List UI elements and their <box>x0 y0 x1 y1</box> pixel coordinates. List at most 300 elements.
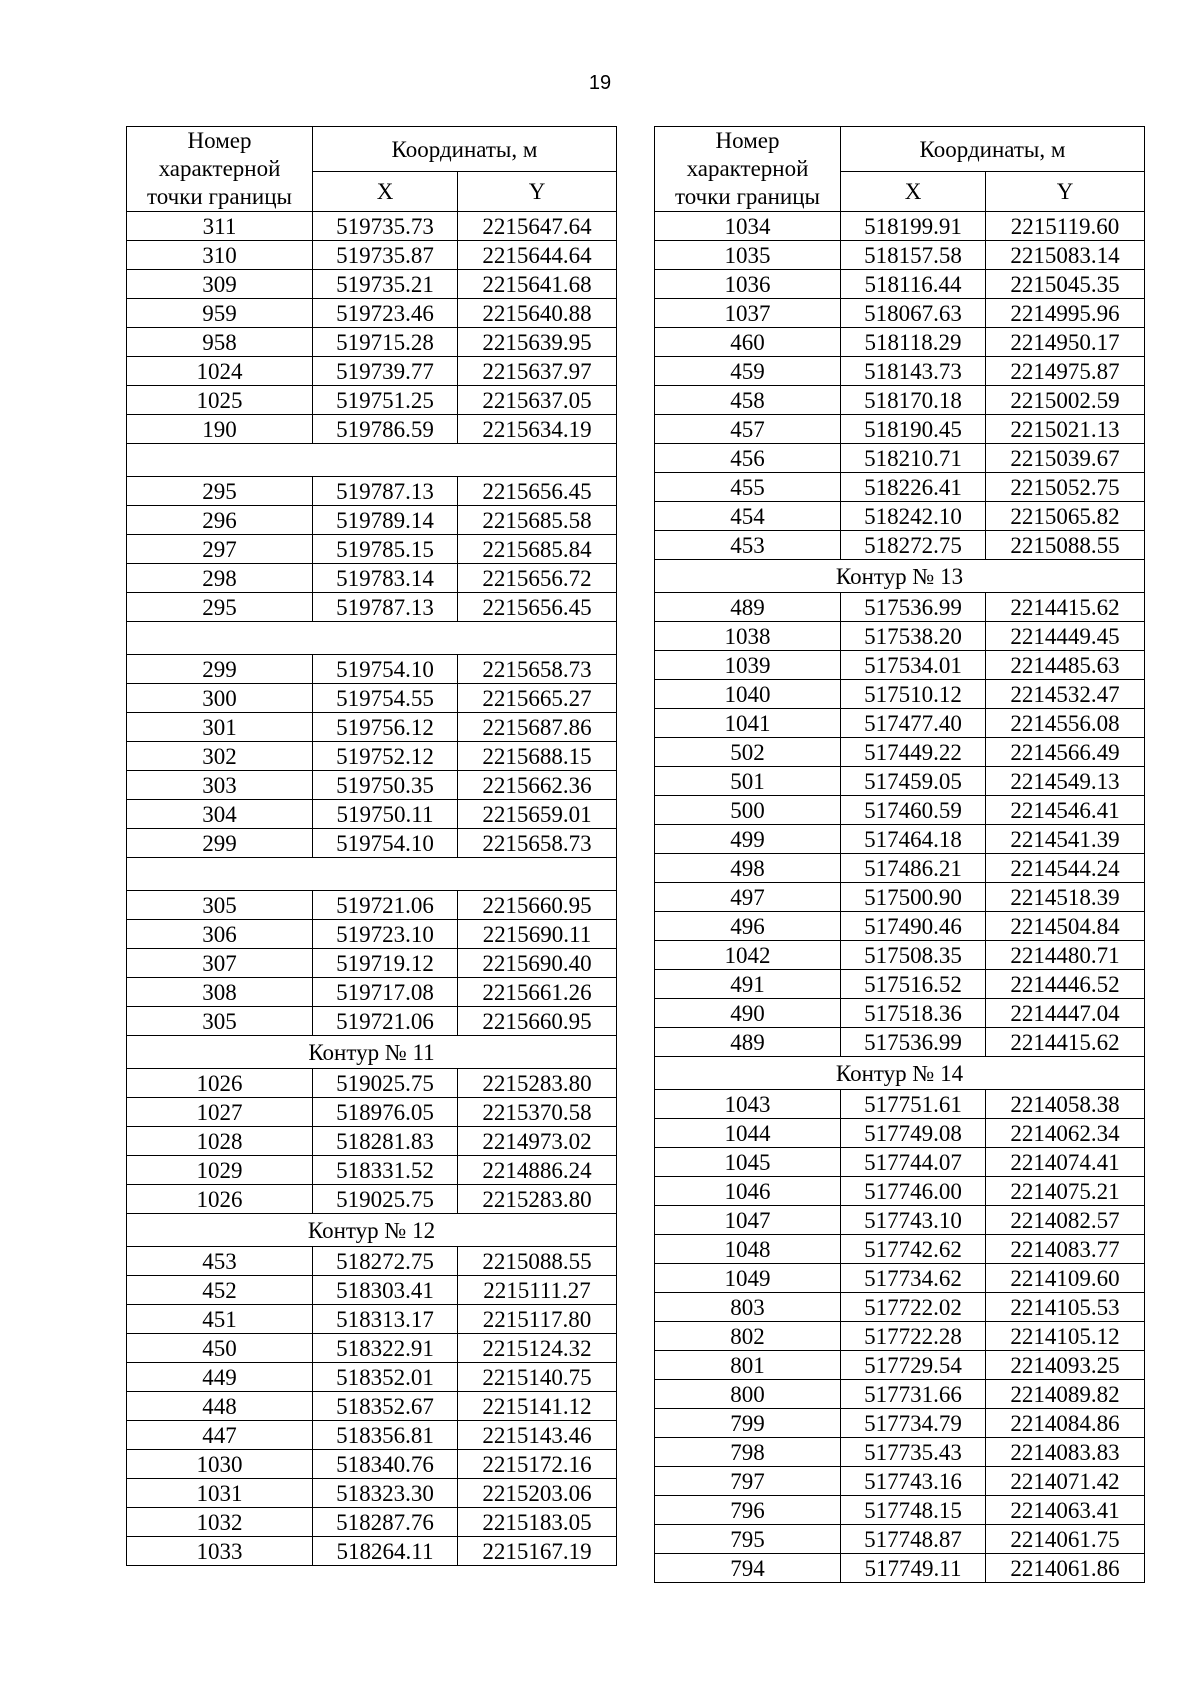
table-row <box>127 593 617 622</box>
y-coordinate-cell: 2215088.55 <box>458 1247 617 1276</box>
x-coordinate-cell: 519735.87 <box>313 241 458 270</box>
y-coordinate-cell: 2215283.80 <box>458 1185 617 1214</box>
point-number-cell: 1035 <box>655 241 841 270</box>
table-row <box>127 415 617 444</box>
y-coordinate-cell: 2214415.62 <box>986 593 1145 622</box>
x-coordinate-cell: 517751.61 <box>841 1090 986 1119</box>
y-coordinate-cell: 2215088.55 <box>986 531 1145 560</box>
x-coordinate-cell: 517518.36 <box>841 999 986 1028</box>
contour-label: Контур № 12 <box>127 1214 617 1247</box>
table-row <box>655 1264 1145 1293</box>
point-number-cell: 449 <box>127 1363 313 1392</box>
contour-label: Контур № 13 <box>655 560 1145 593</box>
y-coordinate-cell: 2214415.62 <box>986 1028 1145 1057</box>
point-number-header-line: Номер <box>187 128 252 153</box>
y-coordinate-cell: 2215634.19 <box>458 415 617 444</box>
table-row <box>127 1508 617 1537</box>
point-number-cell: 489 <box>655 593 841 622</box>
x-coordinate-cell: 518116.44 <box>841 270 986 299</box>
point-number-cell: 457 <box>655 415 841 444</box>
x-coordinate-cell: 519751.25 <box>313 386 458 415</box>
x-coordinate-cell: 518287.76 <box>313 1508 458 1537</box>
y-coordinate-cell: 2215141.12 <box>458 1392 617 1421</box>
table-row <box>655 941 1145 970</box>
x-coordinate-cell: 518272.75 <box>313 1247 458 1276</box>
y-coordinate-cell: 2215167.19 <box>458 1537 617 1566</box>
table-row <box>655 357 1145 386</box>
coordinates-header: Координаты, м <box>313 127 617 172</box>
y-coordinate-cell: 2215002.59 <box>986 386 1145 415</box>
table-row <box>655 593 1145 622</box>
point-number-cell: 798 <box>655 1438 841 1467</box>
y-coordinate-cell: 2215690.40 <box>458 949 617 978</box>
x-coordinate-cell: 519025.75 <box>313 1069 458 1098</box>
y-coordinate-cell: 2215661.26 <box>458 978 617 1007</box>
y-coordinate-cell: 2214546.41 <box>986 796 1145 825</box>
x-coordinate-cell: 517722.02 <box>841 1293 986 1322</box>
x-coordinate-cell: 517744.07 <box>841 1148 986 1177</box>
point-number-cell: 491 <box>655 970 841 999</box>
table-row <box>127 477 617 506</box>
coordinates-header: Координаты, м <box>841 127 1145 172</box>
y-coordinate-cell: 2214950.17 <box>986 328 1145 357</box>
table-row <box>655 1380 1145 1409</box>
y-coordinate-cell: 2214480.71 <box>986 941 1145 970</box>
point-number-cell: 1049 <box>655 1264 841 1293</box>
point-number-cell: 454 <box>655 502 841 531</box>
point-number-cell: 490 <box>655 999 841 1028</box>
x-coordinate-cell: 519715.28 <box>313 328 458 357</box>
page-number: 19 <box>588 72 612 94</box>
point-number-header <box>127 127 313 212</box>
contour-label: Контур № 11 <box>127 1036 617 1069</box>
point-number-cell: 1024 <box>127 357 313 386</box>
point-number-cell: 499 <box>655 825 841 854</box>
table-row <box>127 1363 617 1392</box>
x-coordinate-cell: 518264.11 <box>313 1537 458 1566</box>
contour-row <box>127 858 617 891</box>
table-body <box>655 212 1145 1583</box>
table-row <box>655 328 1145 357</box>
table-row <box>127 1392 617 1421</box>
table-row <box>655 1554 1145 1583</box>
y-coordinate-cell: 2215370.58 <box>458 1098 617 1127</box>
point-number-cell: 450 <box>127 1334 313 1363</box>
y-coordinate-cell: 2215656.45 <box>458 477 617 506</box>
table-row <box>655 1090 1145 1119</box>
y-coordinate-cell: 2214109.60 <box>986 1264 1145 1293</box>
point-number-header-line: точки границы <box>147 184 292 209</box>
y-coordinate-cell: 2215143.46 <box>458 1421 617 1450</box>
point-number-cell: 799 <box>655 1409 841 1438</box>
point-number-cell: 1030 <box>127 1450 313 1479</box>
y-coordinate-cell: 2214449.45 <box>986 622 1145 651</box>
x-coordinate-cell: 519754.10 <box>313 655 458 684</box>
point-number-cell: 299 <box>127 829 313 858</box>
x-coordinate-cell: 517500.90 <box>841 883 986 912</box>
x-coordinate-cell: 518242.10 <box>841 502 986 531</box>
table-row <box>127 742 617 771</box>
y-coordinate-cell: 2215283.80 <box>458 1069 617 1098</box>
point-number-cell: 1036 <box>655 270 841 299</box>
point-number-cell: 295 <box>127 593 313 622</box>
table-row <box>127 241 617 270</box>
x-coordinate-cell: 518199.91 <box>841 212 986 241</box>
x-coordinate-cell: 519750.11 <box>313 800 458 829</box>
contour-label: Контур № 14 <box>655 1057 1145 1090</box>
contour-row <box>655 1057 1145 1090</box>
point-number-cell: 298 <box>127 564 313 593</box>
y-coordinate-cell: 2214075.21 <box>986 1177 1145 1206</box>
y-coordinate-cell: 2215637.05 <box>458 386 617 415</box>
table-row <box>655 651 1145 680</box>
x-coordinate-cell: 519739.77 <box>313 357 458 386</box>
table-row <box>655 825 1145 854</box>
x-coordinate-cell: 517722.28 <box>841 1322 986 1351</box>
table-header <box>655 127 1145 212</box>
y-coordinate-cell: 2214541.39 <box>986 825 1145 854</box>
table-row <box>655 912 1145 941</box>
y-coordinate-cell: 2215639.95 <box>458 328 617 357</box>
table-row <box>127 684 617 713</box>
y-coordinate-cell: 2215039.67 <box>986 444 1145 473</box>
x-coordinate-cell: 517743.10 <box>841 1206 986 1235</box>
table-row <box>655 796 1145 825</box>
y-coordinate-cell: 2214074.41 <box>986 1148 1145 1177</box>
x-coordinate-cell: 519756.12 <box>313 713 458 742</box>
point-number-cell: 1028 <box>127 1127 313 1156</box>
y-coordinate-cell: 2215119.60 <box>986 212 1145 241</box>
point-number-cell: 1040 <box>655 680 841 709</box>
x-coordinate-cell: 517748.15 <box>841 1496 986 1525</box>
table-row <box>127 949 617 978</box>
table-row <box>655 1496 1145 1525</box>
table-row <box>127 357 617 386</box>
y-coordinate-cell: 2215637.97 <box>458 357 617 386</box>
x-coordinate-cell: 518340.76 <box>313 1450 458 1479</box>
table-row <box>655 1177 1145 1206</box>
y-coordinate-cell: 2215660.95 <box>458 1007 617 1036</box>
y-coordinate-cell: 2214082.57 <box>986 1206 1145 1235</box>
x-coordinate-cell: 518976.05 <box>313 1098 458 1127</box>
x-coordinate-cell: 518322.91 <box>313 1334 458 1363</box>
point-number-cell: 1031 <box>127 1479 313 1508</box>
point-number-cell: 796 <box>655 1496 841 1525</box>
point-number-cell: 302 <box>127 742 313 771</box>
table-row <box>655 415 1145 444</box>
x-coordinate-cell: 517749.08 <box>841 1119 986 1148</box>
table-row <box>127 1450 617 1479</box>
y-coordinate-cell: 2214504.84 <box>986 912 1145 941</box>
y-coordinate-cell: 2215662.36 <box>458 771 617 800</box>
x-coordinate-cell: 518118.29 <box>841 328 986 357</box>
y-coordinate-cell: 2214556.08 <box>986 709 1145 738</box>
contour-row <box>127 622 617 655</box>
x-coordinate-cell: 519025.75 <box>313 1185 458 1214</box>
point-number-header-line: характерной <box>686 156 809 181</box>
table-row <box>655 1351 1145 1380</box>
point-number-cell: 1025 <box>127 386 313 415</box>
x-coordinate-cell: 517477.40 <box>841 709 986 738</box>
point-number-cell: 453 <box>127 1247 313 1276</box>
x-coordinate-cell: 518190.45 <box>841 415 986 444</box>
table-row <box>655 622 1145 651</box>
table-row <box>655 1119 1145 1148</box>
table-row <box>655 709 1145 738</box>
table-row <box>655 270 1145 299</box>
table-row <box>655 1148 1145 1177</box>
point-number-cell: 458 <box>655 386 841 415</box>
point-number-cell: 1026 <box>127 1185 313 1214</box>
x-coordinate-cell: 518143.73 <box>841 357 986 386</box>
y-coordinate-cell: 2214447.04 <box>986 999 1145 1028</box>
point-number-cell: 1048 <box>655 1235 841 1264</box>
x-coordinate-cell: 517735.43 <box>841 1438 986 1467</box>
point-number-cell: 803 <box>655 1293 841 1322</box>
x-coordinate-cell: 519754.55 <box>313 684 458 713</box>
table-row <box>655 680 1145 709</box>
point-number-cell: 1032 <box>127 1508 313 1537</box>
x-coordinate-cell: 519787.13 <box>313 477 458 506</box>
point-number-header-line: характерной <box>158 156 281 181</box>
y-coordinate-cell: 2214083.83 <box>986 1438 1145 1467</box>
table-row <box>655 854 1145 883</box>
y-coordinate-cell: 2215685.84 <box>458 535 617 564</box>
y-coordinate-cell: 2215065.82 <box>986 502 1145 531</box>
table-row <box>655 502 1145 531</box>
contour-label <box>127 622 617 655</box>
point-number-cell: 311 <box>127 212 313 241</box>
x-coordinate-cell: 518226.41 <box>841 473 986 502</box>
x-coordinate-cell: 517742.62 <box>841 1235 986 1264</box>
y-coordinate-cell: 2215688.15 <box>458 742 617 771</box>
x-coordinate-cell: 518157.58 <box>841 241 986 270</box>
y-coordinate-cell: 2214063.41 <box>986 1496 1145 1525</box>
point-number-cell: 310 <box>127 241 313 270</box>
x-coordinate-cell: 517743.16 <box>841 1467 986 1496</box>
contour-row <box>127 1214 617 1247</box>
table-row <box>655 299 1145 328</box>
y-coordinate-cell: 2214995.96 <box>986 299 1145 328</box>
point-number-cell: 453 <box>655 531 841 560</box>
y-coordinate-cell: 2215658.73 <box>458 655 617 684</box>
table-row <box>655 1467 1145 1496</box>
point-number-cell: 1045 <box>655 1148 841 1177</box>
table-row <box>655 1525 1145 1554</box>
x-coordinate-cell: 518356.81 <box>313 1421 458 1450</box>
x-coordinate-cell: 517746.00 <box>841 1177 986 1206</box>
y-coordinate-cell: 2214084.86 <box>986 1409 1145 1438</box>
table-row <box>127 212 617 241</box>
y-coordinate-cell: 2214549.13 <box>986 767 1145 796</box>
x-coordinate-cell: 518331.52 <box>313 1156 458 1185</box>
point-number-cell: 1037 <box>655 299 841 328</box>
x-coordinate-cell: 519783.14 <box>313 564 458 593</box>
y-coordinate-cell: 2214105.12 <box>986 1322 1145 1351</box>
y-coordinate-cell: 2215021.13 <box>986 415 1145 444</box>
table-row <box>655 1409 1145 1438</box>
point-number-cell: 451 <box>127 1305 313 1334</box>
x-coordinate-cell: 518281.83 <box>313 1127 458 1156</box>
x-coordinate-cell: 517510.12 <box>841 680 986 709</box>
table-row <box>127 655 617 684</box>
x-coordinate-cell: 519723.46 <box>313 299 458 328</box>
point-number-cell: 800 <box>655 1380 841 1409</box>
x-coordinate-cell: 518067.63 <box>841 299 986 328</box>
table-row <box>127 1069 617 1098</box>
point-number-cell: 448 <box>127 1392 313 1421</box>
table-row <box>655 1293 1145 1322</box>
x-coordinate-cell: 517538.20 <box>841 622 986 651</box>
y-coordinate-cell: 2214566.49 <box>986 738 1145 767</box>
coordinates-table-left <box>126 126 617 1566</box>
point-number-cell: 447 <box>127 1421 313 1450</box>
x-coordinate-cell: 519719.12 <box>313 949 458 978</box>
x-coordinate-cell: 517729.54 <box>841 1351 986 1380</box>
point-number-cell: 303 <box>127 771 313 800</box>
y-column-header: Y <box>458 172 617 212</box>
point-number-cell: 301 <box>127 713 313 742</box>
y-coordinate-cell: 2214061.75 <box>986 1525 1145 1554</box>
point-number-cell: 190 <box>127 415 313 444</box>
table-row <box>127 1334 617 1363</box>
table-row <box>127 299 617 328</box>
point-number-cell: 308 <box>127 978 313 1007</box>
y-coordinate-cell: 2214544.24 <box>986 854 1145 883</box>
y-coordinate-cell: 2214532.47 <box>986 680 1145 709</box>
x-coordinate-cell: 517449.22 <box>841 738 986 767</box>
x-coordinate-cell: 517748.87 <box>841 1525 986 1554</box>
y-coordinate-cell: 2214061.86 <box>986 1554 1145 1583</box>
y-coordinate-cell: 2215660.95 <box>458 891 617 920</box>
point-number-cell: 797 <box>655 1467 841 1496</box>
point-number-cell: 296 <box>127 506 313 535</box>
x-coordinate-cell: 517459.05 <box>841 767 986 796</box>
y-coordinate-cell: 2215172.16 <box>458 1450 617 1479</box>
x-coordinate-cell: 519787.13 <box>313 593 458 622</box>
table-row <box>655 1322 1145 1351</box>
table-row <box>127 1421 617 1450</box>
contour-label <box>127 858 617 891</box>
y-coordinate-cell: 2214886.24 <box>458 1156 617 1185</box>
x-coordinate-cell: 519752.12 <box>313 742 458 771</box>
coordinates-table-right <box>654 126 1145 1583</box>
table-row <box>127 891 617 920</box>
table-row <box>127 506 617 535</box>
point-number-cell: 801 <box>655 1351 841 1380</box>
point-number-cell: 500 <box>655 796 841 825</box>
point-number-cell: 1038 <box>655 622 841 651</box>
x-coordinate-cell: 517508.35 <box>841 941 986 970</box>
y-coordinate-cell: 2215665.27 <box>458 684 617 713</box>
x-coordinate-cell: 519789.14 <box>313 506 458 535</box>
table-row <box>127 535 617 564</box>
point-number-cell: 306 <box>127 920 313 949</box>
x-coordinate-cell: 519786.59 <box>313 415 458 444</box>
y-coordinate-cell: 2214058.38 <box>986 1090 1145 1119</box>
y-coordinate-cell: 2214446.52 <box>986 970 1145 999</box>
table-row <box>655 241 1145 270</box>
x-coordinate-cell: 517486.21 <box>841 854 986 883</box>
table-row <box>127 1479 617 1508</box>
y-coordinate-cell: 2214062.34 <box>986 1119 1145 1148</box>
table-row <box>127 920 617 949</box>
y-coordinate-cell: 2215644.64 <box>458 241 617 270</box>
table-row <box>127 771 617 800</box>
point-number-cell: 501 <box>655 767 841 796</box>
point-number-cell: 305 <box>127 1007 313 1036</box>
point-number-header-line: Номер <box>715 128 780 153</box>
y-coordinate-cell: 2215111.27 <box>458 1276 617 1305</box>
table-header <box>127 127 617 212</box>
y-coordinate-cell: 2215140.75 <box>458 1363 617 1392</box>
x-coordinate-cell: 517731.66 <box>841 1380 986 1409</box>
y-coordinate-cell: 2215641.68 <box>458 270 617 299</box>
point-number-cell: 958 <box>127 328 313 357</box>
point-number-cell: 1033 <box>127 1537 313 1566</box>
x-coordinate-cell: 519717.08 <box>313 978 458 1007</box>
point-number-cell: 794 <box>655 1554 841 1583</box>
table-row <box>127 564 617 593</box>
y-coordinate-cell: 2215052.75 <box>986 473 1145 502</box>
y-coordinate-cell: 2214089.82 <box>986 1380 1145 1409</box>
y-coordinate-cell: 2215640.88 <box>458 299 617 328</box>
y-coordinate-cell: 2214093.25 <box>986 1351 1145 1380</box>
x-coordinate-cell: 519735.21 <box>313 270 458 299</box>
x-coordinate-cell: 518313.17 <box>313 1305 458 1334</box>
table-row <box>127 800 617 829</box>
y-coordinate-cell: 2214083.77 <box>986 1235 1145 1264</box>
x-coordinate-cell: 519721.06 <box>313 1007 458 1036</box>
point-number-cell: 502 <box>655 738 841 767</box>
contour-row <box>655 560 1145 593</box>
table-row <box>655 1438 1145 1467</box>
y-coordinate-cell: 2215117.80 <box>458 1305 617 1334</box>
point-number-cell: 1041 <box>655 709 841 738</box>
table-row <box>655 970 1145 999</box>
x-coordinate-cell: 518323.30 <box>313 1479 458 1508</box>
x-coordinate-cell: 517464.18 <box>841 825 986 854</box>
point-number-header <box>655 127 841 212</box>
y-coordinate-cell: 2215656.72 <box>458 564 617 593</box>
table-row <box>127 1098 617 1127</box>
table-row <box>127 1127 617 1156</box>
y-coordinate-cell: 2215685.58 <box>458 506 617 535</box>
point-number-cell: 304 <box>127 800 313 829</box>
table-row <box>127 1185 617 1214</box>
x-coordinate-cell: 518210.71 <box>841 444 986 473</box>
y-coordinate-cell: 2215690.11 <box>458 920 617 949</box>
x-coordinate-cell: 517536.99 <box>841 1028 986 1057</box>
y-coordinate-cell: 2215124.32 <box>458 1334 617 1363</box>
y-coordinate-cell: 2215083.14 <box>986 241 1145 270</box>
x-coordinate-cell: 519750.35 <box>313 771 458 800</box>
point-number-cell: 460 <box>655 328 841 357</box>
point-number-cell: 1047 <box>655 1206 841 1235</box>
x-coordinate-cell: 518170.18 <box>841 386 986 415</box>
x-coordinate-cell: 518352.67 <box>313 1392 458 1421</box>
x-coordinate-cell: 519754.10 <box>313 829 458 858</box>
point-number-cell: 1042 <box>655 941 841 970</box>
x-column-header: X <box>841 172 986 212</box>
contour-row <box>127 444 617 477</box>
table-row <box>655 883 1145 912</box>
point-number-cell: 489 <box>655 1028 841 1057</box>
point-number-cell: 498 <box>655 854 841 883</box>
table-row <box>655 212 1145 241</box>
y-coordinate-cell: 2215183.05 <box>458 1508 617 1537</box>
table-row <box>655 999 1145 1028</box>
